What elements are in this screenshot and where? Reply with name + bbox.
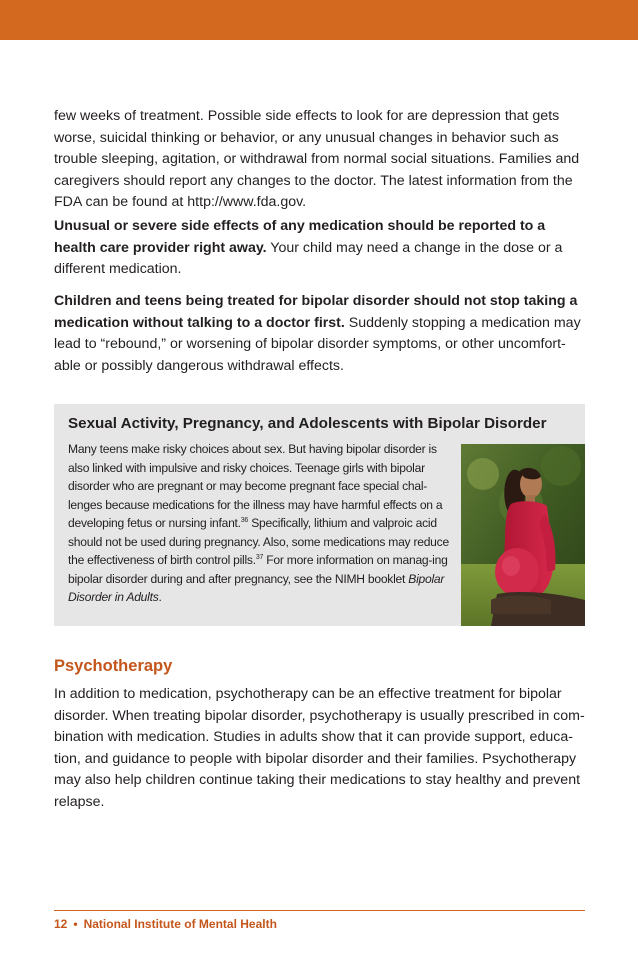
body-paragraph-2 (54, 216, 586, 281)
body-paragraph-3 (54, 291, 586, 377)
sidebar-text-part: For more information on manag-ing bipolar disorder during and after pregnancy, see the NIMH booklet (68, 553, 448, 586)
sidebar-text-part: Many teens make risky choices about sex. But having bipolar disorder is also linked with impulsive and risky choices. Teenage girls with bipolar disorder who are pregnant or may become pregnant face special chal-lenges because medications for the illness may have harmful effects on a developing fetus or nursing infant. (68, 442, 443, 530)
reference-36: 36 (240, 516, 249, 524)
paragraph-lead: Unusual or severe side effects of any medication should be reported to a health care provider right away. (54, 218, 546, 256)
footer-bullet: • (73, 917, 78, 931)
sidebar-text-part: Specifically, lithium and valproic acid should not be used during pregnancy. Also, some medications may reduce the effectiveness of birth control pills. (68, 516, 449, 567)
paragraph-text: few weeks of treatment. Possible side effects to look for are depression that gets worse, suicidal thinking or behavior, or any unusual changes in behavior such as trouble sleeping, agitation, or withdrawal from normal social situations. Families and caregivers should report any changes to the doctor. The latest information from the FDA can be found at http://www.fda.gov. (54, 108, 580, 210)
page-number: 12 (54, 917, 68, 931)
paragraph-lead: Children and teens being treated for bipolar disorder should not stop taking a medication without talking to a doctor first. (54, 293, 578, 331)
sidebar-box (54, 404, 585, 626)
footer-org: National Institute of Mental Health (83, 917, 277, 931)
booklet-title: Bipolar Disorder in Adults (68, 571, 445, 604)
sidebar-text (68, 440, 460, 607)
footer-divider (54, 910, 585, 911)
paragraph-text: Suddenly stopping a medication may lead to “rebound,” or worsening of bipolar disorder symptoms, or other uncomfort-able or possibly dangerous withdrawal effects. (54, 314, 581, 374)
sidebar-text-part: . (158, 590, 162, 604)
page-footer (54, 917, 277, 931)
sidebar-title: Sexual Activity, Pregnancy, and Adolescents with Bipolar Disorder (68, 415, 547, 432)
reference-37: 37 (255, 553, 264, 561)
header-bar (0, 0, 638, 40)
pregnant-teen-photo (461, 444, 585, 626)
paragraph-text: In addition to medication, psychotherapy can be an effective treatment for bipolar disorder. When treating bipolar disorder, psychotherapy is usually prescribed in com-bination with medication. Studies in adults show that it can provide support, educa-tion, and guidance to people with bipolar disorder and their families. Psychotherapy may also help children continue taking their medications to stay healthy and prevent relapse. (54, 686, 585, 810)
body-paragraph-psychotherapy (54, 684, 586, 813)
section-heading-psychotherapy: Psychotherapy (54, 657, 173, 675)
paragraph-text: Your child may need a change in the dose or a different medication. (54, 239, 563, 277)
body-paragraph-1 (54, 106, 586, 214)
